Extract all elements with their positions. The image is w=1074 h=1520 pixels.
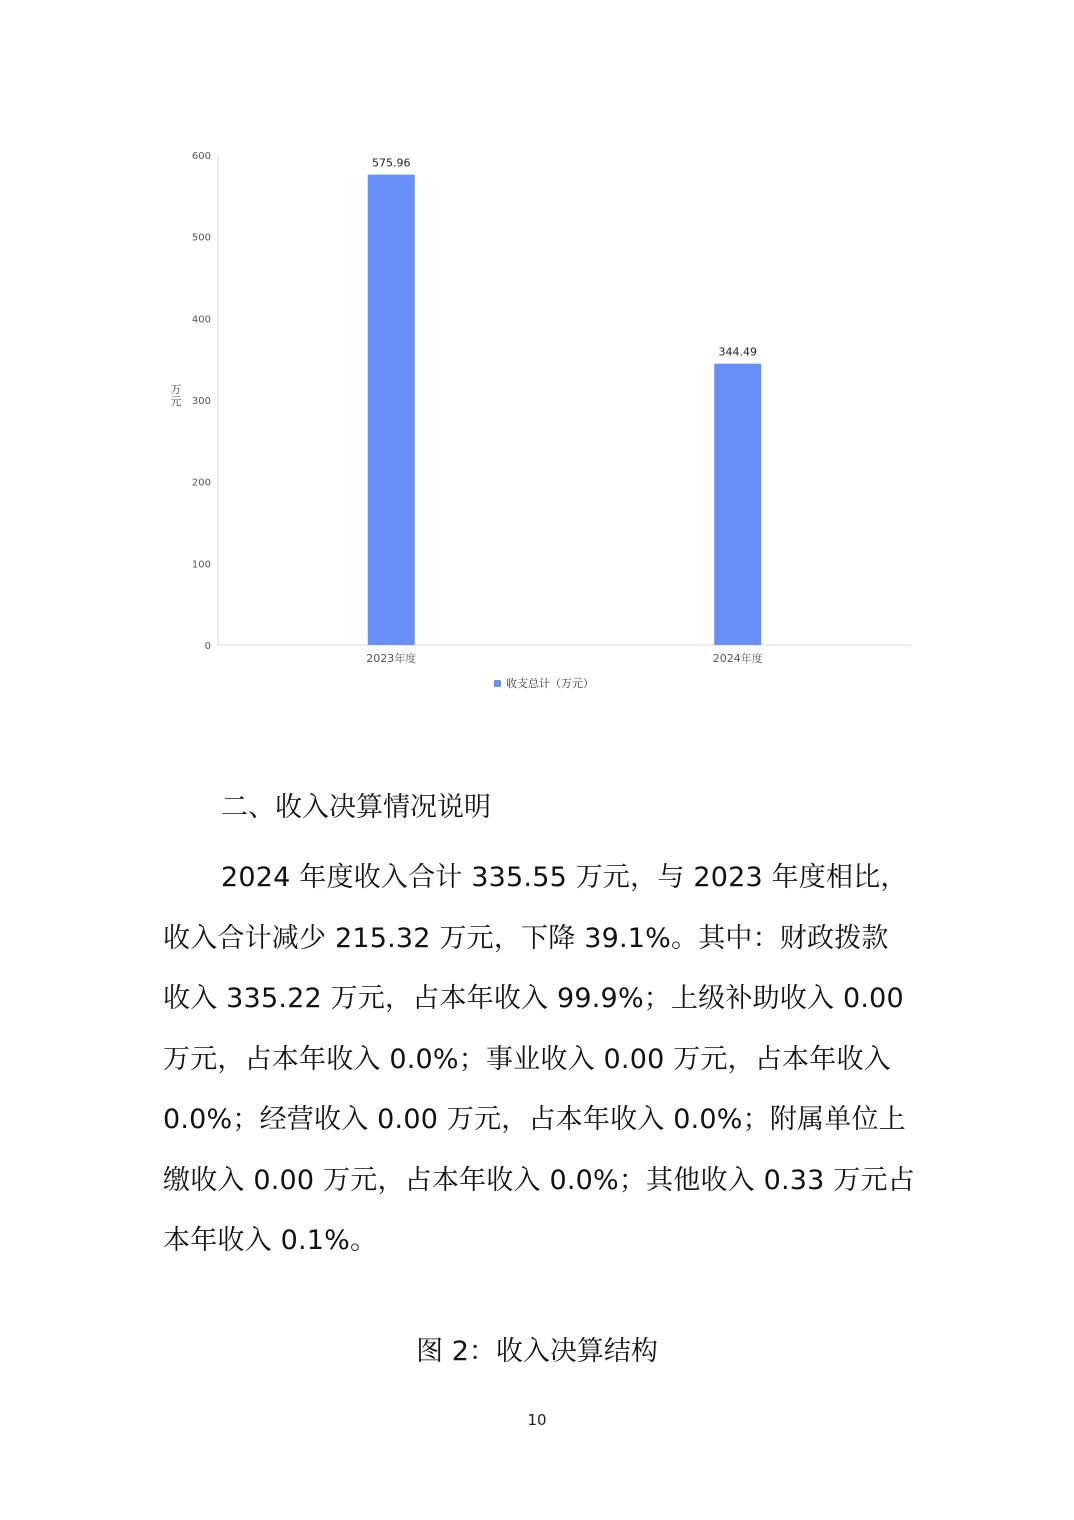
bar-value-label: 344.49: [718, 345, 757, 359]
y-tick-label: 500: [191, 232, 211, 244]
y-tick-label: 600: [191, 151, 211, 162]
y-tick-label: 300: [191, 396, 211, 407]
bar-2024年度: [714, 364, 761, 645]
x-tick-label: 2024年度: [712, 652, 763, 665]
y-tick-label: 200: [191, 477, 211, 489]
section-title: 二、收入决算情况说明: [221, 792, 491, 823]
x-tick-label: 2023年度: [366, 652, 417, 665]
y-tick-label: 400: [191, 314, 211, 326]
bar-2023年度: [368, 175, 415, 645]
page-number: 10: [527, 1411, 547, 1429]
chart-legend: [494, 676, 594, 690]
y-tick-label: 100: [191, 559, 211, 571]
y-tick-label: 0: [204, 641, 211, 652]
income-expense-bar-chart: [0, 0, 1074, 720]
bar-series: [366, 157, 763, 665]
body-paragraph: 2024 年度收入合计 335.55 万元，与 2023 年度相比，收入合计减少 215.32 万元，下降 39.1%。其中：财政拨款收入 335.22 万元，占本年收入 99.9%；上级补助收入 0.00 万元，占本年收入 0.0%；事业收入 0.00 万元，占本年收入 0.0%；经营收入 0.00 万元，占本年收入 0.0%；附属单位上缴收入 0.00 万元，占本年收入 0.0%；其他收入 0.33 万元占本年收入 0.1%。: [163, 862, 915, 1256]
legend-label: 收支总计（万元）: [506, 677, 594, 690]
bar-value-label: 575.96: [372, 156, 411, 170]
legend-swatch: [494, 680, 501, 687]
figure-caption: 图 2：收入决算结构: [416, 1336, 658, 1367]
y-axis-ticks: [192, 151, 211, 652]
y-axis-label: 万元: [170, 383, 182, 408]
